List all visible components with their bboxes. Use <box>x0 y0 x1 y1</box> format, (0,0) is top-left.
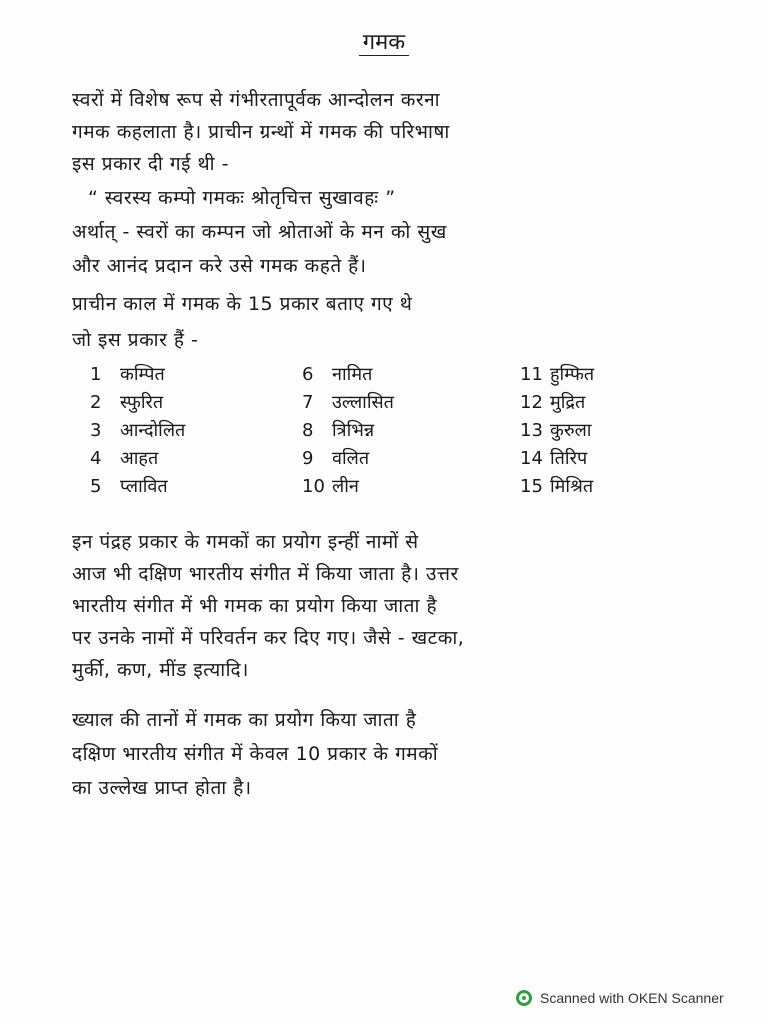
types-column <box>520 362 730 502</box>
para2-line: इन पंद्रह प्रकार के गमकों का प्रयोग इन्हीं नामों से <box>72 531 419 553</box>
item-number: 9 <box>302 448 314 469</box>
para1-line: इस प्रकार दी गई थी - <box>72 153 229 175</box>
item-number: 8 <box>302 420 314 441</box>
item-name: हुम्फित <box>550 364 595 385</box>
list-item <box>302 362 512 390</box>
item-name: उल्लासित <box>332 392 394 413</box>
list-item <box>90 362 300 390</box>
para3-line: ख्याल की तानों में गमक का प्रयोग किया जाता है <box>72 709 417 731</box>
item-number: 5 <box>90 476 102 497</box>
item-name: मुद्रित <box>550 392 586 413</box>
para2-line: आज भी दक्षिण भारतीय संगीत में किया जाता है। उत्तर <box>72 563 459 585</box>
item-name: लीन <box>332 476 359 497</box>
item-name: कम्पित <box>120 364 165 385</box>
oken-scanner-logo-icon <box>516 990 532 1006</box>
item-number: 7 <box>302 392 314 413</box>
list-item <box>302 418 512 446</box>
item-name: वलित <box>332 448 370 469</box>
item-name: कुरुला <box>550 420 592 441</box>
item-name: मिश्रित <box>550 476 594 497</box>
para2-line: भारतीय संगीत में भी गमक का प्रयोग किया जाता है <box>72 595 438 617</box>
watermark-text: Scanned with OKEN Scanner <box>540 990 724 1006</box>
item-number: 3 <box>90 420 102 441</box>
list-item <box>90 418 300 446</box>
item-number: 11 <box>520 364 543 385</box>
list-item <box>520 362 730 390</box>
list-item <box>302 474 512 502</box>
scanner-watermark <box>516 990 724 1006</box>
title-text: गमक <box>359 30 409 56</box>
list-item <box>90 446 300 474</box>
item-number: 4 <box>90 448 102 469</box>
list-item <box>520 390 730 418</box>
item-number: 15 <box>520 476 543 497</box>
item-name: नामित <box>332 364 373 385</box>
para1-line: स्वरों में विशेष रूप से गंभीरतापूर्वक आन्दोलन करना <box>72 89 441 111</box>
item-number: 1 <box>90 364 102 385</box>
item-number: 6 <box>302 364 314 385</box>
para2-line: पर उनके नामों में परिवर्तन कर दिए गए। जैसे - खटका, <box>72 627 465 649</box>
item-name: आन्दोलित <box>120 420 186 441</box>
para2-line: मुर्की, कण, मींड इत्यादि। <box>72 659 249 681</box>
list-item <box>520 446 730 474</box>
list-item <box>520 474 730 502</box>
intro-line: जो इस प्रकार हैं - <box>72 329 199 351</box>
types-column <box>90 362 300 502</box>
para3-line: का उल्लेख प्राप्त होता है। <box>72 777 252 799</box>
item-name: आहत <box>120 448 159 469</box>
sanskrit-quote: “ स्वरस्य कम्पो गमकः श्रोतृचित्त सुखावहः ” <box>88 187 396 209</box>
item-number: 14 <box>520 448 543 469</box>
intro-line: प्राचीन काल में गमक के 15 प्रकार बताए गए थे <box>72 293 413 315</box>
para1-line: गमक कहलाता है। प्राचीन ग्रन्थों में गमक की परिभाषा <box>72 121 450 143</box>
item-number: 2 <box>90 392 102 413</box>
item-name: त्रिभिन्न <box>332 420 375 441</box>
item-name: प्लावित <box>120 476 168 497</box>
item-number: 10 <box>302 476 325 497</box>
list-item <box>302 390 512 418</box>
page-title <box>0 26 768 56</box>
para3-line: दक्षिण भारतीय संगीत में केवल 10 प्रकार के गमकों <box>72 743 439 765</box>
gamak-types-list <box>90 362 710 502</box>
types-column <box>302 362 512 502</box>
list-item <box>302 446 512 474</box>
meaning-line: और आनंद प्रदान करे उसे गमक कहते हैं। <box>72 255 367 277</box>
list-item <box>520 418 730 446</box>
item-number: 13 <box>520 420 543 441</box>
item-name: स्फुरित <box>120 392 164 413</box>
list-item <box>90 474 300 502</box>
meaning-line: अर्थात् - स्वरों का कम्पन जो श्रोताओं के मन को सुख <box>72 221 447 243</box>
list-item <box>90 390 300 418</box>
item-number: 12 <box>520 392 543 413</box>
item-name: तिरिप <box>550 448 588 469</box>
